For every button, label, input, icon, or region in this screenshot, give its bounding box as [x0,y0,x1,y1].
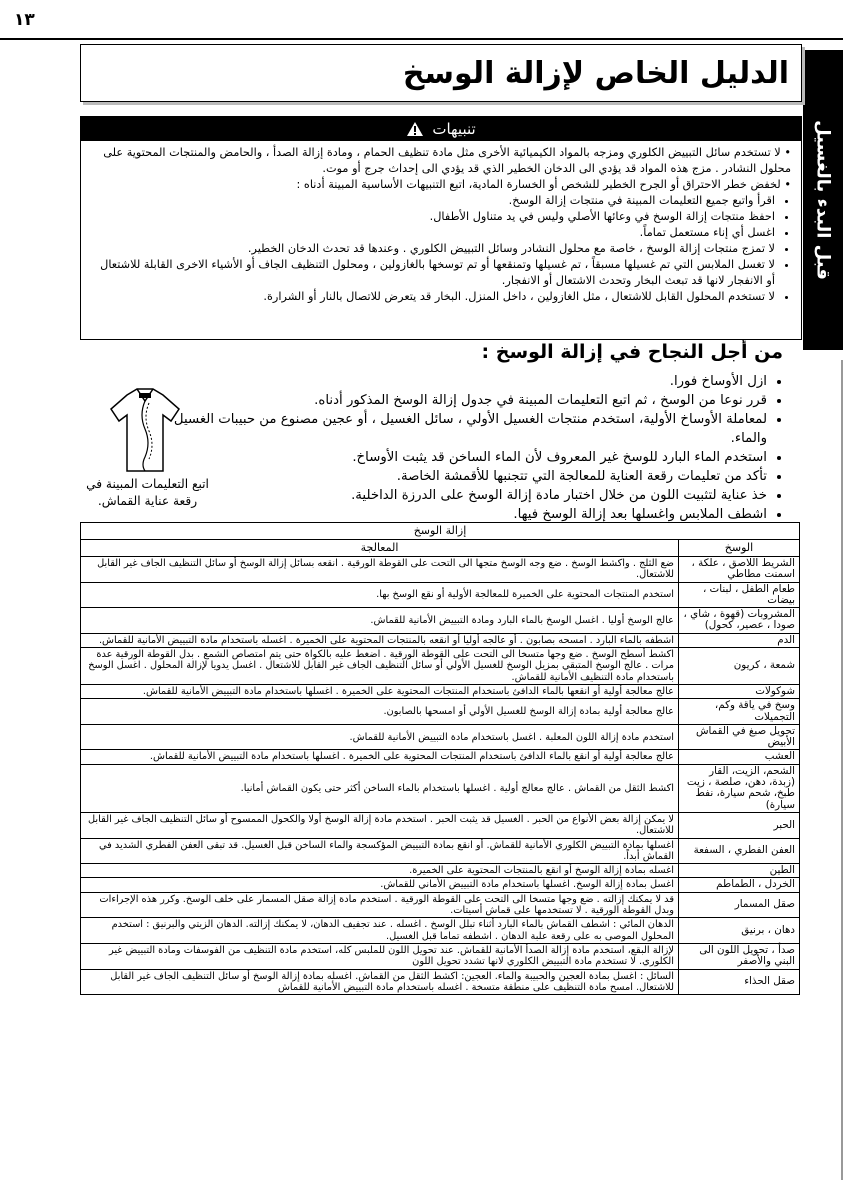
table-row [81,557,800,583]
title-box [80,44,802,102]
section-tab [803,50,843,350]
stain-cell: شوكولات [679,684,800,698]
table-row [81,608,800,634]
warning-item: • اقرأ واتبع جميع التعليمات المبينة في منتجات إزالة الوسخ. [89,193,775,209]
stain-cell: الحبر [679,812,800,838]
table-row [81,943,800,969]
tip-item: • تأكد من تعليمات رقعة العناية للمعالجة التي تتجنبها للأقمشة الخاصة. [167,467,767,486]
table-row [81,764,800,812]
shirt-care-label-illustration [105,385,185,475]
table-row [81,864,800,878]
stain-cell: العفن الفطري ، السفعة [679,838,800,864]
table-row [81,838,800,864]
warning-item: • لا تغسل الملابس التي تم غسيلها مسبقاً ، تم غسيلها وتمنقعها أو تم توسخها بالغازولين ، ومحلول التنظيف الجاف أو الأشياء الاخرى القابلة للاشتعال أو الانفجار لانها قد تبعث البخار وتحدث الاشتعال أو الانفجار. [89,257,775,289]
treatment-cell: عالج معالجة أولية بمادة إزالة الوسخ للغسيل الأولي أو امسحها بالصابون. [81,699,679,725]
stain-cell: الخردل ، الطماطم [679,878,800,892]
table-row [81,684,800,698]
warning-item: • اغسل أي إناء مستعمل تماماً. [89,225,775,241]
stain-cell: وسخ في ياقة وكم، التجميلات [679,699,800,725]
stain-cell: الشريط اللاصق ، علكة ، اسمنت مطاطي [679,557,800,583]
stain-cell: المشروبات (قهوة ، شاي ، صودا ، عصير، كحول) [679,608,800,634]
header-stain: الوسخ [679,540,800,557]
table-row [81,750,800,764]
table-caption-row [81,523,800,540]
warnings-header [81,117,801,141]
warnings-list [89,193,791,305]
table-row [81,918,800,944]
table-row [81,724,800,750]
table-row [81,648,800,685]
treatment-cell: استخدم مادة إزالة اللون المعلبة . اغسل باستخدام مادة التبييض الأمانية للقماش. [81,724,679,750]
table-row [81,699,800,725]
table-row [81,892,800,918]
tip-item: • استخدم الماء البارد للوسخ غير المعروف لأن الماء الساخن قد يثبت الأوساخ. [167,448,767,467]
stain-cell: الطين [679,864,800,878]
section-tab-label: قبل البدء بالغسيل [812,120,834,280]
table-row [81,633,800,647]
warning-intro-chlorine: • لا تستخدم سائل التبييض الكلوري ومزجه بالمواد الكيميائية الأخرى مثل مادة تنظيف الحمام ، ومادة إزالة الصدأ ، والحامض والمنتجات المحتوية على محلول النشادر . مزج هذه المواد قد يؤدي الى الدخان الخطير الذي قد يؤدي الى إحداث جرج أو موت. [103,146,791,175]
top-rule [0,38,843,40]
stain-cell: صقل الحذاء [679,969,800,995]
treatment-cell: اغسله بمادة إزالة الوسخ أو انقع بالمنتجات المحتوية على الخميرة. [81,864,679,878]
page-number: ١٣ [14,10,35,30]
table-caption: إزالة الوسخ [81,523,800,540]
tips-list [167,372,783,524]
warning-item: • لا تمزج منتجات إزالة الوسخ ، خاصة مع محلول النشادر وسائل التبييض الكلوري . وعندها قد تحدث الدخان الخطير. [89,241,775,257]
table-row [81,878,800,892]
treatment-cell: عالج معالجة أولية أو انقع بالماء الدافئ باستخدام المنتجات المحتوية على الخميرة . اغسلها باستخدام مادة التبييض الأمانية للقماش. [81,750,679,764]
stain-cell: صقل المسمار [679,892,800,918]
stain-cell: العشب [679,750,800,764]
warnings-body [81,141,801,305]
treatment-cell: اغسل بمادة إزالة الوسخ. اغسلها باستخدام مادة التبييض الأماني للقماش. [81,878,679,892]
treatment-cell: اشطفه بالماء البارد . امسحه بصابون . أو عالجه أوليا أو انقعه بالمنتجات المحتوية على الخميرة . اغسله باستخدام مادة التبييض الأمانية للقماش. [81,633,679,647]
stain-cell: شمعة ، كريون [679,648,800,685]
treatment-cell: اغسلها بمادة التبييض الكلوري الأمانية للقماش. أو انقع بمادة التبييض المؤكسجة والماء الساخن قبل الغسيل. قد تبقى العفن الفطري الشديد في القماش أبداً. [81,838,679,864]
warning-intro-injury: • لخفض خطر الاحتراق أو الجرح الخطير للشخص أو الخسارة المادية، اتبع التنبيهات الأساسية المبينة أدناه : [296,178,791,191]
page-title: الدليل الخاص لإزالة الوسخ [402,55,789,91]
stain-cell: صدأ ، تحويل اللون الى البني والأصفر [679,943,800,969]
tip-item: • قرر نوعا من الوسخ ، ثم اتبع التعليمات المبينة في جدول إزالة الوسخ المذكور أدناه. [167,391,767,410]
treatment-cell: لإزالة البقع، استخدم مادة إزالة الصدأ الأمانية للقماش. عند تحويل اللون للملبس كله، استخدم مادة التنظيف من الفوسفات ومادة التبييض غير الكلوري. لا تستخدم مادة التبييض الكلوري لانها تشدد تحويل اللون [81,943,679,969]
warning-item: • احفظ منتجات إزالة الوسخ في وعائها الأصلي وليس في يد متناول الأطفال. [89,209,775,225]
stain-cell: الشحم، الزيت، القار (زبدة، دهن، صلصة ، زيت طبخ، شحم سيارة، نفط سيارة) [679,764,800,812]
warning-item: • لا تستخدم المحلول القابل للاشتعال ، مثل الغازولين ، داخل المنزل. البخار قد يتعرض للاتصال بالنار أو الشرارة. [89,289,775,305]
treatment-cell: ضع الثلج . واكشط الوسخ . ضع وجه الوسخ متجها الى التحت على القوطة الورقية . انقعه بسائل إزالة الوسخ أو سائل التنظيف الجاف غير القابل للاشتعال. [81,557,679,583]
stain-cell: دهان ، برنيق [679,918,800,944]
stain-removal-table [80,522,800,995]
tip-item: • ازل الأوساخ فورا. [167,372,767,391]
header-treatment: المعالجة [81,540,679,557]
table-row [81,969,800,995]
treatment-cell: اكشط الثقل من القماش . عالج معالج أولية . اغسلها باستخدام بالماء الساخن أكثر حتى يكون القماش أمانيا. [81,764,679,812]
treatment-cell: قد لا يمكنك إزالته . ضع وجها متسخا الى التحت على القوطة الورقية . استخدم مادة إزالة صقل المسمار على خلف الوسخ. وكرر هذه الإجراءات وبدل القوطة الورقية . لا تستخدمها على قماش أسيتات. [81,892,679,918]
tip-item: • لمعاملة الأوساخ الأولية، استخدم منتجات الغسيل الأولي ، سائل الغسيل ، أو عجين مصنوع من حبيبات الغسيل والماء. [167,410,767,448]
treatment-cell: اكشط أسطح الوسخ . ضع وجها متسخا الى التحت على القوطة الورقية . اضغط عليه بالكواة حتى يتم امتصاص الشمع . بدل القوطة الورقية عدة مرات . عالج الوسخ المتبقي بمزيل الوسخ للغسيل الأولي أو سائل التنظيف الجاف غير القابل للاشتعال . اغسل يدويا لإزالة المحلول . اغسل الوسخ باستخدام مادة التنظيف الأمانية للقماش. [81,648,679,685]
stain-cell: تحويل صبغ في القماش الأبيض [679,724,800,750]
treatment-cell: لا يمكن إزالة بعض الأنواع من الحبر . الغسيل قد يثبت الحبر . استخدم مادة إزالة الوسخ أولا والكحول الممسوح أو سائل التنظيف الجاف غير القابل للاشتعال. [81,812,679,838]
treatment-cell: الدهان المائي : اشطف القماش بالماء البارد أثناء تبلل الوسخ . اغسله . عند تجفيف الدهان، لا يمكنك إزالته. الدهان الزيتي والبرنيق : استخدم المحلول الموصى به على رقعة علبة الدهان . اشطفه تماما قبل الغسيل. [81,918,679,944]
table-row [81,812,800,838]
treatment-cell: عالج معالجة أولية أو انقعها بالماء الدافئ باستخدام المنتجات المحتوية على الخميرة . اغسلها باستخدام مادة التبييض الأمانية للقماش. [81,684,679,698]
treatment-cell: استخدم المنتجات المحتوية على الخميرة للمعالجة الأولية أو نقع الوسخ بها. [81,582,679,608]
warning-triangle-icon [406,121,424,137]
tips-title: من أجل النجاح في إزالة الوسخ : [481,341,783,363]
stain-cell: طعام الطفل ، لبنات ، بيضات [679,582,800,608]
tip-item: • خذ عناية لتثبيت اللون من خلال اختبار مادة إزالة الوسخ على الدرزة الداخلية. [167,486,767,505]
treatment-cell: عالج الوسخ أوليا . اغسل الوسخ بالماء البارد ومادة التبييض الأمانية للقماش. [81,608,679,634]
tip-item: • اشطف الملابس واغسلها بعد إزالة الوسخ فيها. [167,505,767,524]
stain-cell: الدم [679,633,800,647]
care-label-caption: اتبع التعليمات المبينة في رقعة عناية القماش. [86,477,209,508]
table-header-row [81,540,800,557]
treatment-cell: السائل : اغسل بمادة العجين والحبيبة والماء. العجين: اكشط الثقل من القماش. اغسله بمادة إزالة الوسخ أو سائل التنظيف الجاف غير القابل للاشتعال. امسح مادة التنظيف على منطقة متسخة . اغسله باستخدام مادة التبييض الأمانية للقماش [81,969,679,995]
warnings-box [80,116,802,340]
warnings-heading: تنبيهات [432,120,476,138]
table-row [81,582,800,608]
